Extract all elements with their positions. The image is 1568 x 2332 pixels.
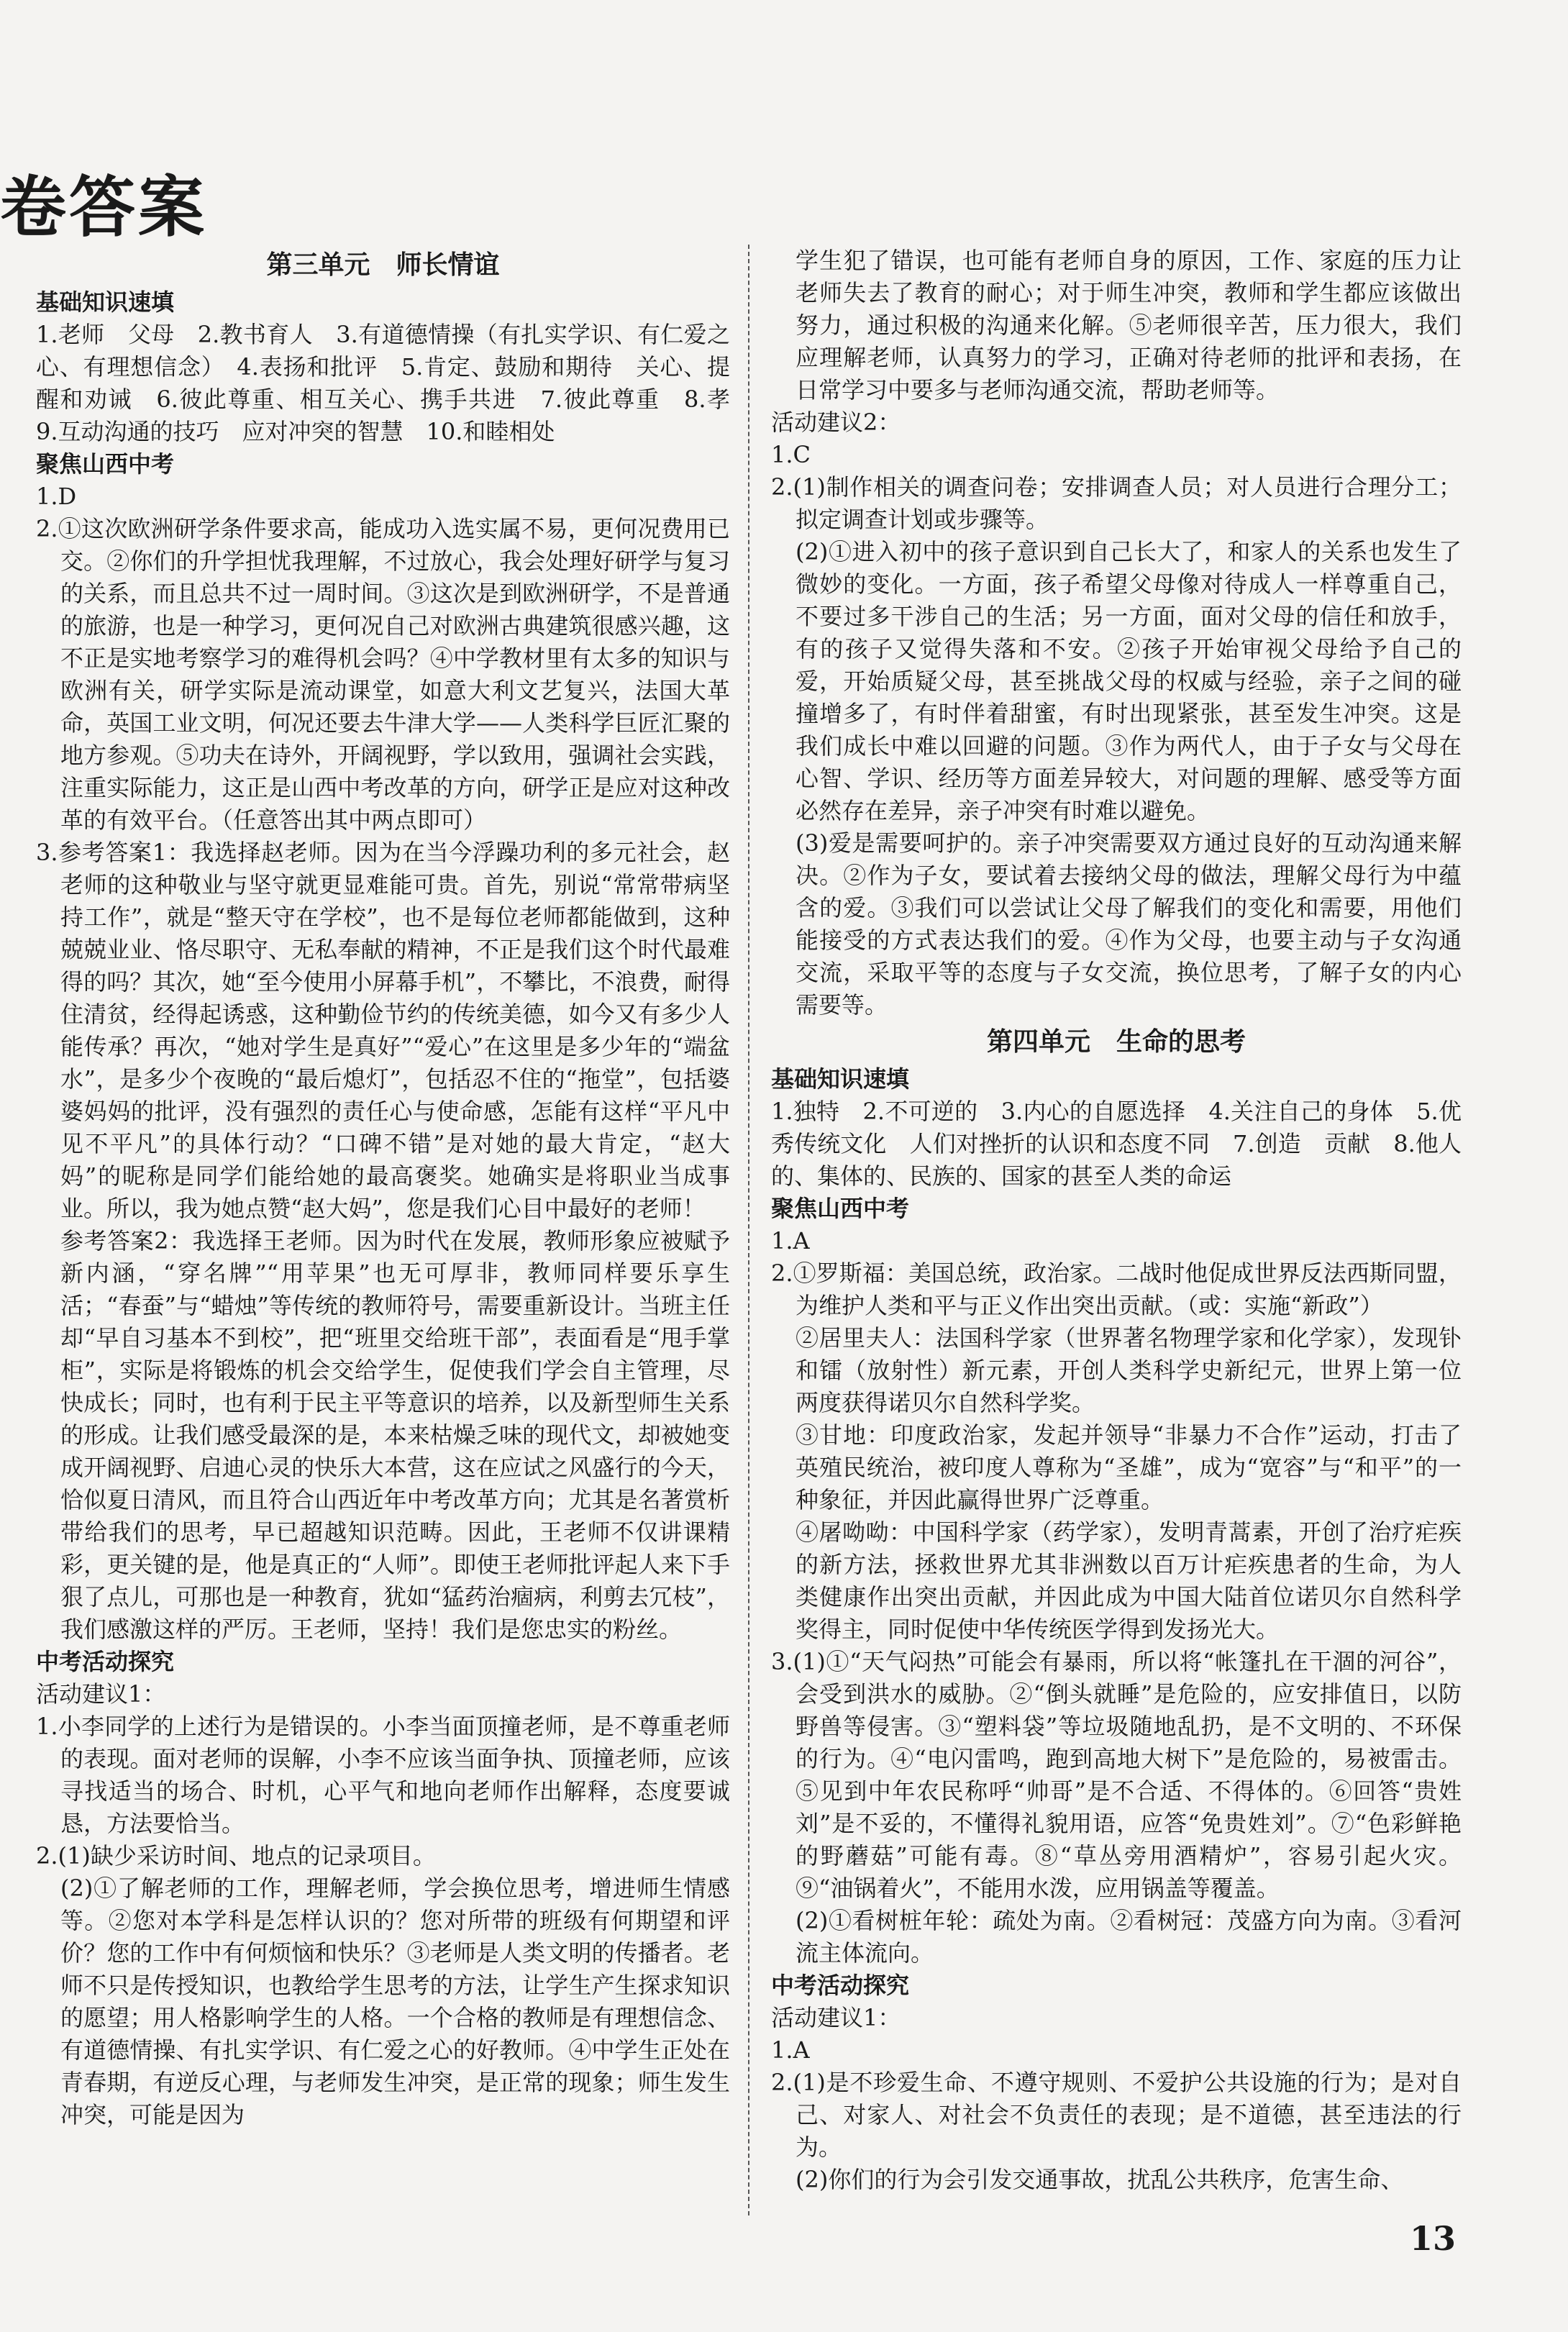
section-title: 聚焦山西中考 [771,1195,910,1222]
unit4-title: 第四单元 生命的思考 [986,1027,1246,1057]
answer-text: ④屠呦呦：中国科学家（药学家），发明青蒿素，开创了治疗疟疾的新方法，拯救世界尤其非洲数以百万计疟疾患者的生命，为人类健康作出突出贡献，并因此成为中国大陆首位诺贝尔自然科学奖得主，同时促使中华传统医学得到发扬光大。 [796,1518,1462,1643]
answer-text: 2.(1)制作相关的调查问卷；安排调查人员；对人员进行合理分工；拟定调查计划或步骤等。 [771,473,1462,533]
section-title: 聚焦山西中考 [36,450,175,478]
answer-text: 1.独特 2.不可逆的 3.内心的自愿选择 4.关注自己的身体 5.优秀传统文化 人们对挫折的认识和态度不同 7.创造 贡献 8.他人的、集体的、民族的、国家的甚至人类的命运 [771,1098,1462,1190]
answer-text: 2.①这次欧洲研学条件要求高，能成功入选实属不易，更何况费用已交。②你们的升学担忧我理解，不过放心，我会处理好研学与复习的关系，而且总共不过一周时间。③这次是到欧洲研学，不是普通的旅游，也是一种学习，更何况自己对欧洲古典建筑很感兴趣，这不正是实地考察学习的难得机会吗？④中学教材里有太多的知识与欧洲有关，研学实际是流动课堂，如意大利文艺复兴，法国大革命，英国工业文明，何况还要去牛津大学——人类科学巨匠汇聚的地方参观。⑤功夫在诗外，开阔视野，学以致用，强调社会实践，注重实际能力，这正是山西中考改革的方向，研学正是应对这种改革的有效平台。（任意答出其中两点即可） [36,515,730,834]
answer-text: (3)爱是需要呵护的。亲子冲突需要双方通过良好的互动沟通来解决。②作为子女，要试着去接纳父母的做法，理解父母行为中蕴含的爱。③我们可以尝试让父母了解我们的变化和需要，用他们能接受的方式表达我们的爱。④作为父母，也要主动与子女沟通交流，采取平等的态度与子女交流，换位思考，了解子女的内心需要等。 [796,829,1462,1019]
answer-text: 3.(1)①“天气闷热”可能会有暴雨，所以将“帐篷扎在干涸的河谷”，会受到洪水的威胁。②“倒头就睡”是危险的，应安排值日，以防野兽等侵害。③“塑料袋”等垃圾随地乱扔，是不文明的、不环保的行为。④“电闪雷鸣，跑到高地大树下”是危险的，易被雷击。⑤见到中年农民称呼“帅哥”是不合适、不得体的。⑥回答“贵姓刘”是不妥的，不懂得礼貌用语，应答“免贵姓刘”。⑦“色彩鲜艳的野蘑菇”可能有毒。⑧“草丛旁用酒精炉”，容易引起火灾。⑨“油锅着火”，不能用水泼，应用锅盖等覆盖。 [771,1648,1462,1902]
answer-text: 1.D [36,483,77,510]
answer-text: (2)①看树桩年轮：疏处为南。②看树冠：茂盛方向为南。③看河流主体流向。 [796,1907,1462,1967]
answer-text: 1.小李同学的上述行为是错误的。小李当面顶撞老师，是不尊重老师的表现。面对老师的误解，小李不应该当面争执、顶撞老师，应该寻找适当的场合、时机，心平气和地向老师作出解释，态度要诚恳，方法要恰当。 [36,1713,730,1837]
answer-text: 1.C [771,441,811,468]
answer-text: 2.(1)是不珍爱生命、不遵守规则、不爱护公共设施的行为；是对自己、对家人、对社会不负责任的表现；是不道德，甚至违法的行为。 [771,2069,1462,2161]
answer-text: ③甘地：印度政治家，发起并领导“非暴力不合作”运动，打击了英殖民统治，被印度人尊称为“圣雄”，成为“宽容”与“和平”的一种象征，并因此赢得世界广泛尊重。 [796,1421,1462,1513]
right-column [771,245,1462,2196]
activity-subtitle: 活动建议2： [771,409,901,436]
answer-text: 1.A [771,2036,810,2064]
left-column [36,245,754,2131]
column-divider [748,245,749,2215]
answer-text: ②居里夫人：法国科学家（世界著名物理学家和化学家），发现钋和镭（放射性）新元素，开创人类科学史新纪元，世界上第一位两度获得诺贝尔自然科学奖。 [796,1324,1462,1416]
answer-text: (2)你们的行为会引发交通事故，扰乱公共秩序，危害生命、 [796,2166,1404,2193]
answer-text: 学生犯了错误，也可能有老师自身的原因，工作、家庭的压力让老师失去了教育的耐心；对于师生冲突，教师和学生都应该做出努力，通过积极的沟通来化解。⑤老师很辛苦，压力很大，我们应理解老师，认真努力的学习，正确对待老师的批评和表扬，在日常学习中要多与老师沟通交流，帮助老师等。 [796,247,1462,404]
section-title: 基础知识速填 [771,1065,910,1093]
answer-text: (2)①了解老师的工作，理解老师，学会换位思考，增进师生情感等。②您对本学科是怎样认识的？您对所带的班级有何期望和评价？您的工作中有何烦恼和快乐？③老师是人类文明的传播者。老师不只是传授知识，也教给学生思考的方法，让学生产生探求知识的愿望；用人格影响学生的人格。一个合格的教师是有理想信念、有道德情操、有扎实学识、有仁爱之心的好教师。④中学生正处在青春期，有逆反心理，与老师发生冲突，是正常的现象；师生发生冲突，可能是因为 [60,1875,730,2128]
page-number: 13 [1410,2219,1457,2258]
answer-text: 3.参考答案1：我选择赵老师。因为在当今浮躁功利的多元社会，赵老师的这种敬业与坚守就更显难能可贵。首先，别说“常常带病坚持工作”，就是“整天守在学校”，也不是每位老师都能做到，这种兢兢业业、恪尽职守、无私奉献的精神，不正是我们这个时代最难得的吗？其次，她“至今使用小屏幕手机”，不攀比，不浪费，耐得住清贫，经得起诱惑，这种勤俭节约的传统美德，如今又有多少人能传承？再次，“她对学生是真好”“爱心”在这里是多少年的“端盆水”，是多少个夜晚的“最后熄灯”，包括忍不住的“拖堂”，包括婆婆妈妈的批评，没有强烈的责任心与使命感，怎能有这样“平凡中见不平凡”的具体行动？“口碑不错”是对她的最大肯定，“赵大妈”的昵称是同学们能给她的最高褒奖。她确实是将职业当成事业。所以，我为她点赞“赵大妈”，您是我们心目中最好的老师！ [36,839,730,1222]
unit3-title: 第三单元 师长情谊 [266,250,500,280]
page-header-title: 卷答案 [0,169,208,246]
answer-text: (2)①进入初中的孩子意识到自己长大了，和家人的关系也发生了微妙的变化。一方面，孩子希望父母像对待成人一样尊重自己，不要过多干涉自己的生活；另一方面，面对父母的信任和放手，有的孩子又觉得失落和不安。②孩子开始审视父母给予自己的爱，开始质疑父母，甚至挑战父母的权威与经验，亲子之间的碰撞增多了，有时伴着甜蜜，有时出现紧张，甚至发生冲突。这是我们成长中难以回避的问题。③作为两代人，由于子女与父母在心智、学识、经历等方面差异较大，对问题的理解、感受等方面必然存在差异，亲子冲突有时难以避免。 [796,538,1462,824]
section-title: 基础知识速填 [36,288,175,316]
answer-text: 2.(1)缺少采访时间、地点的记录项目。 [36,1842,436,1869]
section-title: 中考活动探究 [36,1648,175,1675]
section-title: 中考活动探究 [771,1972,910,1999]
answer-text: 1.A [771,1227,810,1254]
activity-subtitle: 活动建议1： [771,2004,901,2031]
answer-text: 1.老师 父母 2.教书育人 3.有道德情操（有扎实学识、有仁爱之心、有理想信念） 4.表扬和批评 5.肯定、鼓励和期待 关心、提醒和劝诫 6.彼此尊重、相互关心、携手共进 7.彼此尊重 8.孝 9.互动沟通的技巧 应对冲突的智慧 10.和睦相处 [36,321,754,445]
activity-subtitle: 活动建议1： [36,1680,166,1708]
answer-text: 2.①罗斯福：美国总统，政治家。二战时他促成世界反法西斯同盟，为维护人类和平与正义作出突出贡献。（或：实施“新政”） [771,1260,1462,1319]
answer-text: 参考答案2：我选择王老师。因为时代在发展，教师形象应被赋予新内涵，“穿名牌”“用苹果”也无可厚非，教师同样要乐享生活；“春蚕”与“蜡烛”等传统的教师符号，需要重新设计。当班主任却“早自习基本不到校”，把“班里交给班干部”，表面看是“甩手掌柜”，实际是将锻炼的机会交给学生，促使我们学会自主管理，尽快成长；同时，也有利于民主平等意识的培养，以及新型师生关系的形成。让我们感受最深的是，本来枯燥乏味的现代文，却被她变成开阔视野、启迪心灵的快乐大本营，这在应试之风盛行的今天，恰似夏日清风，而且符合山西近年中考改革方向；尤其是名著赏析带给我们的思考，早已超越知识范畴。因此，王老师不仅讲课精彩，更关键的是，他是真正的“人师”。即使王老师批评起人来下手狠了点儿，可那也是一种教育，犹如“猛药治痼病，利剪去冗枝”，我们感激这样的严厉。王老师，坚持！我们是您忠实的粉丝。 [60,1227,730,1643]
